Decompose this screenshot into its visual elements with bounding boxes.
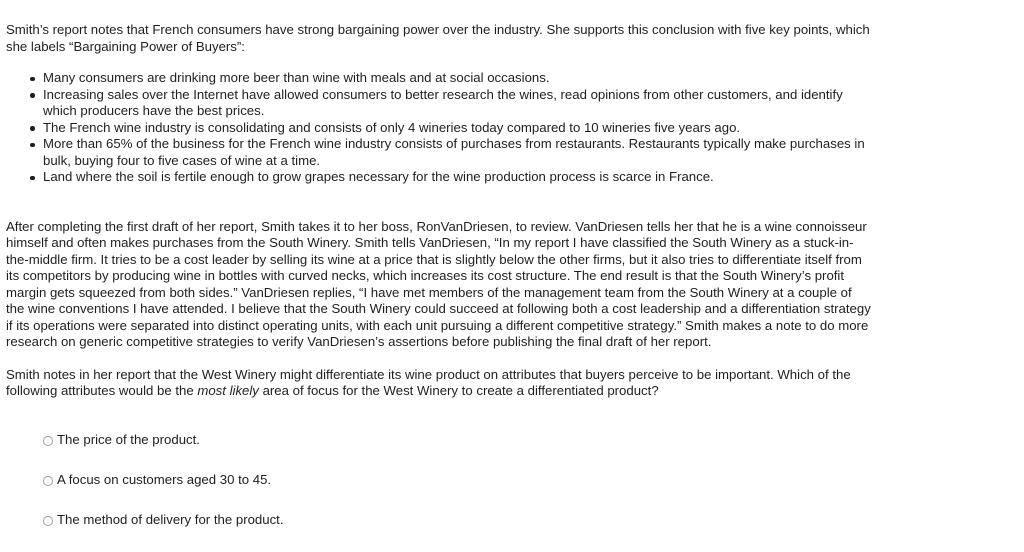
question-text-end: area of focus for the West Winery to create a differentiated product? bbox=[258, 383, 659, 398]
answer-options bbox=[6, 432, 872, 530]
answer-option-b[interactable] bbox=[43, 472, 872, 490]
option-label: The method of delivery for the product. bbox=[57, 512, 284, 528]
list-item: Many consumers are drinking more beer than wine with meals and at social occasions. bbox=[43, 70, 872, 87]
question-emphasis: most likely bbox=[197, 383, 259, 398]
intro-paragraph: Smith’s report notes that French consumers have strong bargaining power over the industry. She supports this conclusion with five key points, which she labels “Bargaining Power of Buyers”: bbox=[6, 22, 870, 54]
radio-button[interactable] bbox=[43, 476, 53, 486]
option-label: A focus on customers aged 30 to 45. bbox=[57, 472, 272, 488]
list-item: More than 65% of the business for the French wine industry consists of purchases from restaurants. Restaurants typically make purchases in bulk, buying four to five cases of wine at a time. bbox=[43, 136, 872, 169]
list-item: Increasing sales over the Internet have allowed consumers to better research the wines, read opinions from other customers, and identify which producers have the best prices. bbox=[43, 87, 872, 120]
question-text bbox=[6, 367, 872, 400]
answer-option-a[interactable] bbox=[43, 432, 872, 450]
question-text-start: Smith notes in her report that the West Winery might differentiate its wine product on attributes that buyers perceive to be important. Which of the following attributes would be the bbox=[6, 366, 851, 398]
list-item: The French wine industry is consolidating and consists of only 4 wineries today compared to 10 wineries five years ago. bbox=[43, 120, 872, 137]
bargaining-power-list bbox=[6, 70, 872, 186]
option-label: The price of the product. bbox=[57, 432, 200, 448]
answer-option-c[interactable] bbox=[43, 512, 872, 530]
radio-button[interactable] bbox=[43, 436, 53, 446]
question-page bbox=[6, 22, 872, 552]
list-item: Land where the soil is fertile enough to grow grapes necessary for the wine production process is scarce in France. bbox=[43, 169, 872, 186]
scenario-paragraph: After completing the first draft of her report, Smith takes it to her boss, RonVanDriesen, to review. VanDriesen tells her that he is a wine connoisseur himself and often makes purchases from the South Winery. Smith tells VanDriesen, “In my report I have classified the South Winery as a stuck-in-the-middle firm. It tries to be a cost leader by selling its wine at a price that is slightly below the other firms, but it also tries to differentiate itself from its competitors by producing wine in bottles with curved necks, which increases its cost structure. The end result is that the South Winery’s profit margin gets squeezed from both sides.” VanDriesen replies, “I have met members of the management team from the South Winery at a couple of the wine conventions I have attended. I believe that the South Winery could succeed at following both a cost leadership and a differentiation strategy if its operations were separated into distinct operating units, with each unit pursuing a different competitive strategy.” Smith makes a note to do more research on generic competitive strategies to verify VanDriesen’s assertions before publishing the final draft of her report. bbox=[6, 218, 871, 349]
radio-button[interactable] bbox=[43, 516, 53, 526]
